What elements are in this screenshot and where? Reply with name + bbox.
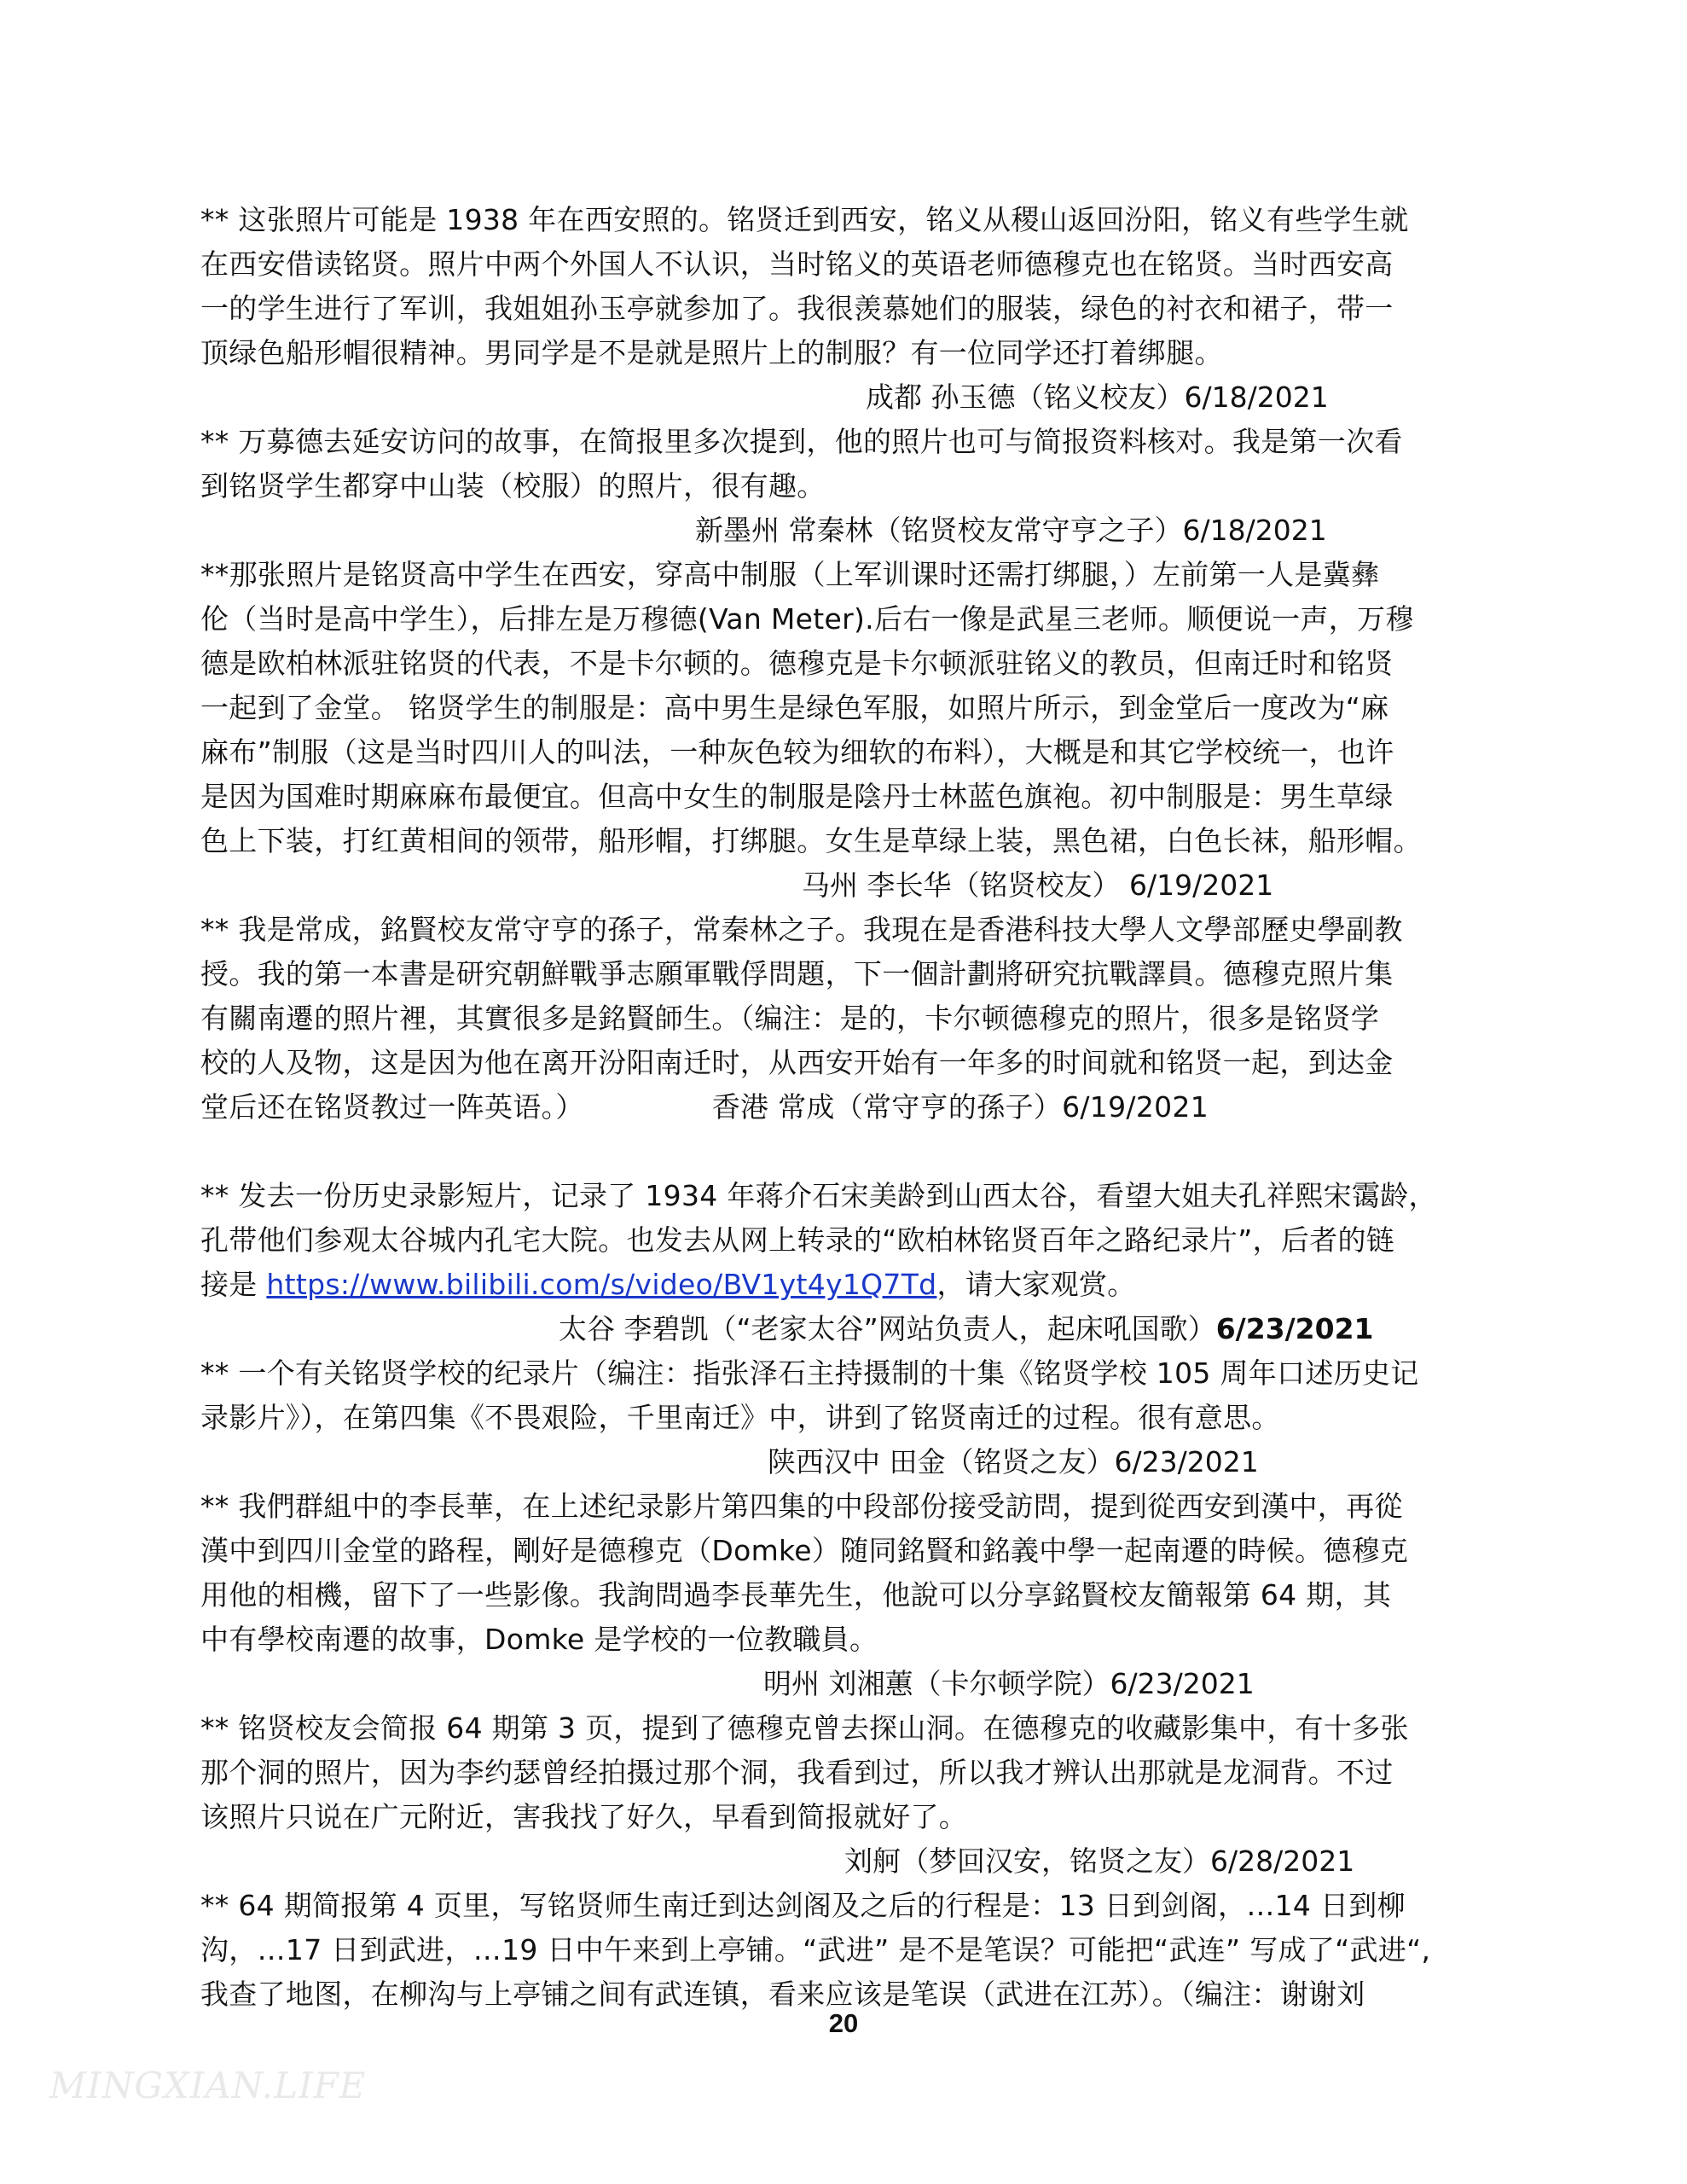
text-line: 麻布”制服（这是当时四川人的叫法，一种灰色较为细软的布料），大概是和其它学校统一，也许 bbox=[200, 735, 1394, 769]
letter-entry bbox=[200, 1706, 1522, 1884]
text-line: 用他的相機，留下了一些影像。我詢問過李長華先生，他說可以分享銘賢校友簡報第 64 期，其 bbox=[200, 1578, 1392, 1612]
video-link[interactable]: https://www.bilibili.com/s/video/BV1yt4y1Q7Td bbox=[266, 1268, 937, 1301]
text-line: 一起到了金堂。 铭贤学生的制服是：高中男生是绿色军服，如照片所示，到金堂后一度改为“麻 bbox=[200, 691, 1389, 724]
signature bbox=[200, 1662, 1522, 1706]
text-line: 那个洞的照片，因为李约瑟曾经拍摄过那个洞，我看到过，所以我才辨认出那就是龙洞背。不过 bbox=[200, 1756, 1394, 1789]
text-line: ** 我是常成，銘賢校友常守亨的孫子，常秦林之子。我現在是香港科技大學人文學部歷史學副教 bbox=[200, 913, 1403, 946]
text-line: 我查了地图，在柳沟与上亭铺之间有武连镇，看来应该是笔误（武进在江苏）。（编注：谢谢刘 bbox=[200, 1978, 1365, 2011]
text-line: 该照片只说在广元附近，害我找了好久，早看到简报就好了。 bbox=[200, 1800, 968, 1833]
text-line: 在西安借读铭贤。照片中两个外国人不认识，当时铭义的英语老师德穆克也在铭贤。当时西安高 bbox=[200, 247, 1394, 281]
signature: 成都 孙玉德（铭义校友）6/18/2021 bbox=[866, 380, 1329, 414]
text-line: ** 64 期简报第 4 页里，写铭贤师生南迁到达剑阁及之后的行程是：13 日到剑阁，…14 日到柳 bbox=[200, 1889, 1406, 1922]
text-line: 到铭贤学生都穿中山装（校服）的照片，很有趣。 bbox=[200, 469, 826, 502]
letter-entry bbox=[200, 1351, 1522, 1484]
letter-entry bbox=[200, 198, 1522, 420]
signature: 陕西汉中 田金（铭贤之友）6/23/2021 bbox=[768, 1445, 1259, 1478]
signature: 刘舸（梦回汉安，铭贤之友）6/28/2021 bbox=[844, 1844, 1355, 1878]
text-line: ** 万募德去延安访问的故事，在简报里多次提到，他的照片也可与简报资料核对。我是第一次看 bbox=[200, 425, 1403, 458]
text-line: ** 发去一份历史录影短片，记录了 1934 年蒋介石宋美龄到山西太谷，看望大姐夫孔祥熙宋霭龄， bbox=[200, 1179, 1437, 1212]
letter-entry bbox=[200, 1174, 1522, 1351]
letters-column bbox=[200, 198, 1522, 2017]
signature-name: 太谷 李碧凯（“老家太谷”网站负责人，起床吼国歌） bbox=[559, 1312, 1216, 1345]
text-line: ** 这张照片可能是 1938 年在西安照的。铭贤迁到西安，铭义从稷山返回汾阳，铭义有些学生就 bbox=[200, 203, 1409, 236]
page-number: 20 bbox=[828, 2008, 859, 2038]
signature-date: 6/23/2021 bbox=[1110, 1667, 1255, 1700]
text-line: 孔带他们参观太谷城内孔宅大院。也发去从网上转录的“欧柏林铭贤百年之路纪录片”，后者的链 bbox=[200, 1223, 1395, 1257]
text-line: 是因为国难时期麻麻布最便宜。但高中女生的制服是陰丹士林蓝色旗袍。初中制服是：男生草绿 bbox=[200, 780, 1394, 813]
text-line bbox=[200, 1085, 1522, 1130]
text-line-end: 堂后还在铭贤教过一阵英语。） bbox=[200, 1090, 584, 1124]
text-line: 伦（当时是高中学生），后排左是万穆德(Van Meter).后右一像是武星三老师。顺便说一声，万穆 bbox=[200, 602, 1414, 636]
watermark-text: MINGXIAN.LIFE bbox=[49, 2065, 367, 2106]
text-line: 一的学生进行了军训，我姐姐孙玉亭就参加了。我很羡慕她们的服装，绿色的衬衣和裙子，带一 bbox=[200, 292, 1394, 325]
letter-entry bbox=[200, 908, 1522, 1130]
text-line: 有關南遷的照片裡，其實很多是銘賢師生。（编注：是的，卡尔顿德穆克的照片，很多是铭贤学 bbox=[200, 1002, 1380, 1035]
paragraph-gap bbox=[200, 1130, 1522, 1174]
text-line: 录影片》），在第四集《不畏艰险，千里南迁》中，讲到了铭贤南迁的过程。很有意思。 bbox=[200, 1401, 1280, 1434]
text-line: ** 我們群組中的李長華，在上述纪录影片第四集的中段部份接受訪問，提到從西安到漢中，再從 bbox=[200, 1490, 1403, 1523]
text-line: 中有學校南遷的故事，Domke 是学校的一位教職員。 bbox=[200, 1623, 878, 1656]
text-line: 沟，…17 日到武进，…19 日中午来到上亭铺。“武进” 是不是笔误？可能把“武连” 写成了“武进“, bbox=[200, 1933, 1431, 1966]
text-line: 色上下装，打红黄相间的领带，船形帽，打绑腿。女生是草绿上装，黑色裙，白色长袜，船形帽。 bbox=[200, 824, 1422, 857]
text-line: 校的人及物，这是因为他在离开汾阳南迁时，从西安开始有一年多的时间就和铭贤一起，到达金 bbox=[200, 1046, 1394, 1079]
text-line: 德是欧柏林派驻铭贤的代表，不是卡尔顿的。德穆克是卡尔顿派驻铭义的教员，但南迁时和铭贤 bbox=[200, 647, 1394, 680]
signature bbox=[200, 1307, 1522, 1351]
letter-entry bbox=[200, 1484, 1522, 1706]
link-suffix: ，请大家观赏。 bbox=[936, 1268, 1136, 1301]
signature-date: 6/23/2021 bbox=[1215, 1312, 1374, 1345]
text-line: **那张照片是铭贤高中学生在西安，穿高中制服（上军训课时还需打绑腿，）左前第一人是冀彝 bbox=[200, 558, 1380, 591]
text-line: 漢中到四川金堂的路程，剛好是德穆克（Domke）随同銘賢和銘義中學一起南遷的時候。德穆克 bbox=[200, 1534, 1409, 1567]
text-line: ** 铭贤校友会简报 64 期第 3 页，提到了德穆克曾去探山洞。在德穆克的收藏影集中，有十多张 bbox=[200, 1711, 1409, 1745]
signature: 香港 常成（常守亨的孫子）6/19/2021 bbox=[711, 1090, 1209, 1124]
signature-name: 明州 刘湘蕙（卡尔顿学院） bbox=[763, 1667, 1110, 1700]
text-line: 顶绿色船形帽很精神。男同学是不是就是照片上的制服？有一位同学还打着绑腿。 bbox=[200, 336, 1223, 369]
signature: 新墨州 常秦林（铭贤校友常守亨之子）6/18/2021 bbox=[695, 514, 1327, 547]
text-line: ** 一个有关铭贤学校的纪录片（编注：指张泽石主持摄制的十集《铭贤学校 105 周年口述历史记 bbox=[200, 1356, 1419, 1390]
signature: 马州 李长华（铭贤校友） 6/19/2021 bbox=[802, 868, 1274, 902]
letter-entry bbox=[200, 553, 1522, 908]
text-line: 授。我的第一本書是研究朝鮮戰爭志願軍戰俘問題，下一個計劃將研究抗戰譯員。德穆克照片集 bbox=[200, 957, 1394, 990]
letter-entry bbox=[200, 420, 1522, 553]
letter-entry bbox=[200, 1884, 1522, 2017]
link-prefix: 接是 bbox=[200, 1268, 267, 1301]
text-line bbox=[200, 1263, 1522, 1307]
